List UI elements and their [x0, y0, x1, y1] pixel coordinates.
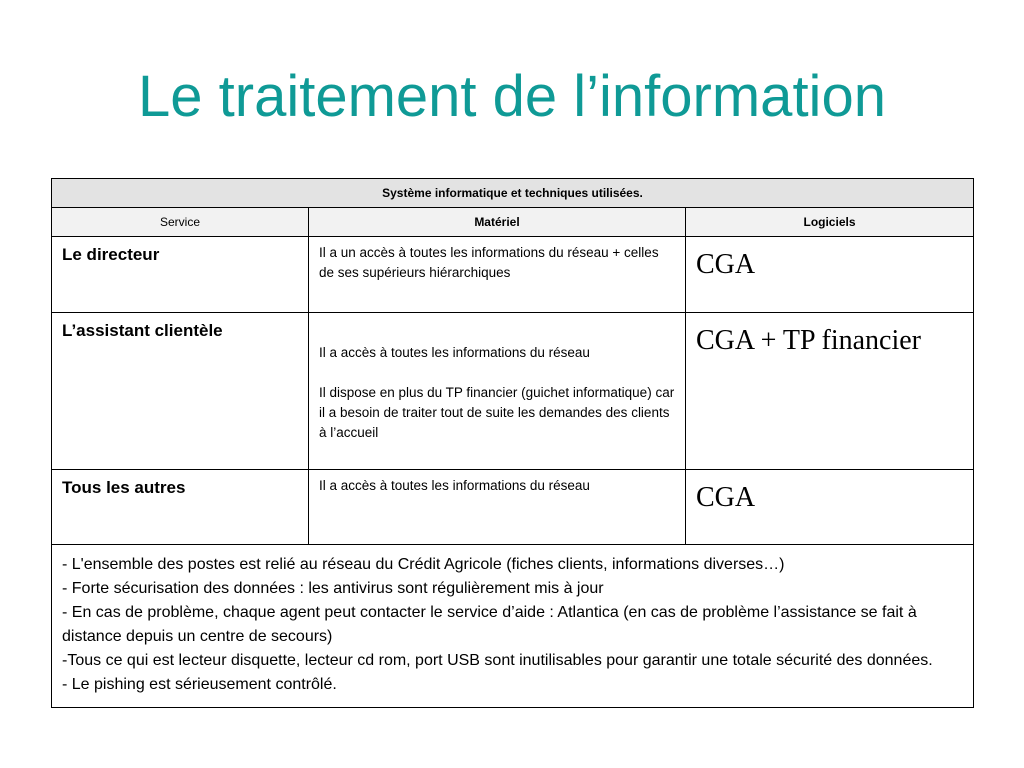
- materiel-text: Il a accès à toutes les informations du réseau: [319, 345, 590, 360]
- column-header-materiel: Matériel: [309, 208, 686, 237]
- notes-row: [52, 545, 974, 708]
- note-line: - Forte sécurisation des données : les antivirus sont régulièrement mis à jour: [62, 580, 604, 597]
- table-row: [52, 237, 974, 313]
- logiciels-cell: CGA: [686, 237, 974, 313]
- service-cell: Tous les autres: [52, 470, 309, 545]
- info-table: [51, 178, 974, 708]
- note-line: - Le pishing est sérieusement contrôlé.: [62, 676, 337, 693]
- notes-cell: [52, 545, 974, 708]
- logiciels-cell: CGA: [686, 470, 974, 545]
- note-line: - En cas de problème, chaque agent peut contacter le service d’aide : Atlantica (en cas de problème l’assistance se fait à distance depuis un centre de secours): [62, 604, 917, 645]
- service-cell: Le directeur: [52, 237, 309, 313]
- table-row: [52, 470, 974, 545]
- service-cell: L’assistant clientèle: [52, 313, 309, 470]
- materiel-text: Il a un accès à toutes les informations du réseau + celles de ses supérieurs hiérarchiques: [319, 245, 659, 280]
- column-header-logiciels: Logiciels: [686, 208, 974, 237]
- table-caption: Système informatique et techniques utilisées.: [52, 179, 974, 208]
- materiel-text: Il a accès à toutes les informations du réseau: [319, 478, 590, 493]
- table-row: [52, 313, 974, 470]
- materiel-cell: [309, 313, 686, 470]
- materiel-text: Il dispose en plus du TP financier (guichet informatique) car il a besoin de traiter tout de suite les demandes des clients à l’accueil: [319, 385, 675, 440]
- table-caption-row: [52, 179, 974, 208]
- slide-title: Le traitement de l’information: [138, 64, 886, 129]
- column-header-service: Service: [52, 208, 309, 237]
- materiel-cell: [309, 237, 686, 313]
- note-line: -Tous ce qui est lecteur disquette, lecteur cd rom, port USB sont inutilisables pour garantir une totale sécurité des données.: [62, 652, 933, 669]
- materiel-cell: [309, 470, 686, 545]
- note-line: - L'ensemble des postes est relié au réseau du Crédit Agricole (fiches clients, informations diverses…): [62, 556, 785, 573]
- column-header-row: [52, 208, 974, 237]
- logiciels-cell: CGA + TP financier: [686, 313, 974, 470]
